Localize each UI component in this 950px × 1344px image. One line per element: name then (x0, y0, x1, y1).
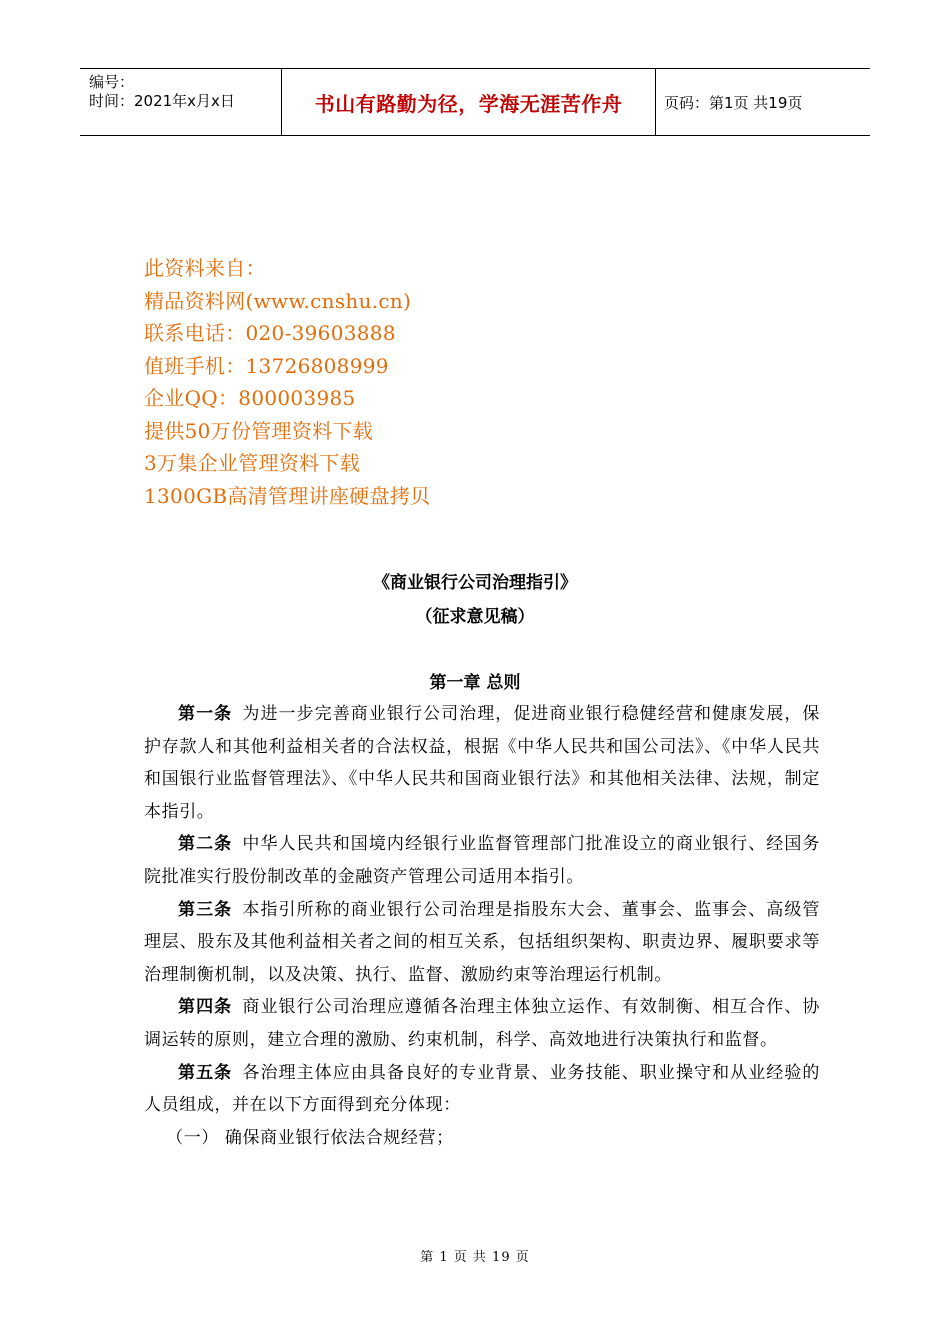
article (144, 991, 820, 1056)
article-label: 第五条 (178, 1062, 233, 1083)
promo-line: 此资料来自： (144, 256, 266, 280)
header-meta (80, 69, 282, 135)
promo-block (144, 252, 430, 512)
document-date: 时间：2021年x月x日 (89, 92, 235, 110)
article-label: 第一条 (178, 704, 233, 724)
article-label: 第三条 (178, 899, 233, 920)
header-page-info-cell (656, 69, 870, 135)
article-label: 第二条 (178, 834, 233, 855)
promo-line: 提供50万份管理资料下载 (144, 418, 374, 443)
article-text: 各治理主体应由具备良好的专业背景、业务技能、职业操守和从业经验的人员组成，并在以下方面得到充分体现： (144, 1062, 820, 1116)
article-text: 本指引所称的商业银行公司治理是指股东大会、董事会、监事会、高级管理层、股东及其他利益相关者之间的相互关系，包括组织架构、职责边界、履职要求等治理制衡机制，以及决策、执行、监督、激励约束等治理运行机制。 (144, 899, 820, 985)
page-header (80, 68, 870, 136)
article-text: 中华人民共和国境内经银行业监督管理部门批准设立的商业银行、经国务院批准实行股份制改革的金融资产管理公司适用本指引。 (144, 834, 820, 887)
promo-line: 联系电话：020-39603888 (144, 321, 396, 345)
promo-line: 1300GB高清管理讲座硬盘拷贝 (144, 483, 431, 508)
header-motto-cell (282, 69, 656, 135)
article (144, 894, 820, 992)
chapter-heading: 第一章 总则 (429, 673, 521, 693)
article (144, 698, 820, 828)
document-title: 《商业银行公司治理指引》 (373, 573, 577, 593)
promo-line: 值班手机：13726808999 (144, 353, 389, 378)
article (144, 828, 820, 893)
document-body (144, 698, 820, 1154)
article (144, 1057, 820, 1122)
article-text: 为进一步完善商业银行公司治理，促进商业银行稳健经营和健康发展，保护存款人和其他利益相关者的合法权益，根据《中华人民共和国公司法》、《中华人民共和国银行业监督管理法》、《中华人民共和国商业银行法》和其他相关法律、法规，制定本指引。 (144, 704, 820, 822)
header-motto: 书山有路勤为径，学海无涯苦作舟 (314, 91, 623, 116)
document-number-label: 编号： (89, 73, 135, 91)
document-subtitle: （征求意见稿） (415, 607, 535, 627)
article-label: 第四条 (178, 997, 233, 1018)
promo-line: 3万集企业管理资料下载 (144, 451, 361, 475)
promo-line: 企业QQ：800003985 (144, 386, 356, 410)
header-page-info: 页码：第1页 共19页 (664, 93, 803, 112)
article-text: 商业银行公司治理应遵循各治理主体独立运作、有效制衡、相互合作、协调运转的原则，建立合理的激励、约束机制，科学、高效地进行决策执行和监督。 (144, 997, 820, 1050)
promo-line[interactable]: 精品资料网(www.cnshu.cn) (144, 288, 412, 313)
list-item: （一） 确保商业银行依法合规经营； (166, 1127, 454, 1148)
page-footer: 第 1 页 共 19 页 (420, 1250, 530, 1265)
